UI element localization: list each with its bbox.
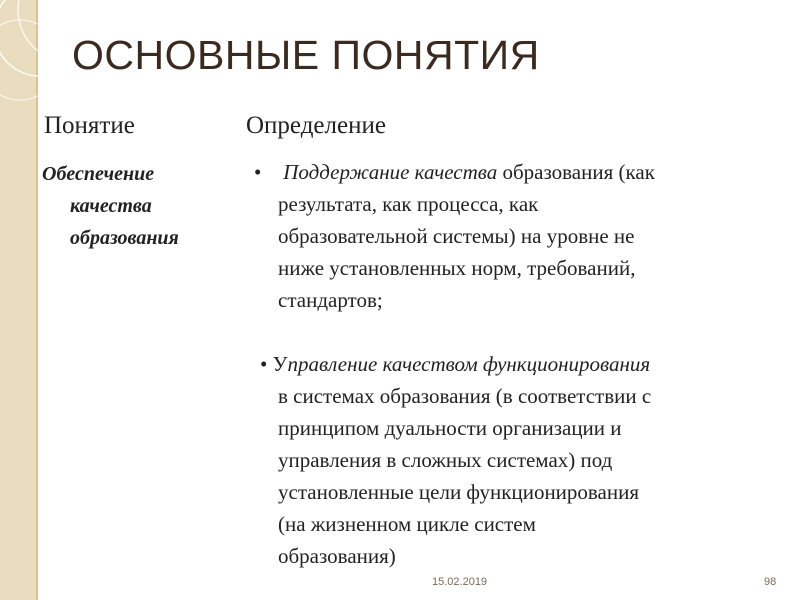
definition-emphasis: Поддержание качества (283, 160, 498, 184)
definition-line: управления в сложных системах) под (278, 448, 613, 472)
definition-line: (на жизненном цикле систем (278, 512, 536, 536)
concept-term-line: Обеспечение (42, 163, 155, 185)
concept-term-line: образования (70, 227, 179, 249)
definition-emphasis: правление качеством функционирования (287, 352, 651, 376)
concept-term-line: качества (70, 195, 152, 217)
bullet: • (254, 160, 262, 184)
definition-line: установленные цели функционирования (278, 480, 640, 504)
definition-line: стандартов; (278, 288, 383, 312)
definition-lead: У (272, 352, 288, 376)
definition-item (246, 156, 776, 316)
definition-line: образовательной системы) на уровне не (278, 224, 635, 248)
definition-item (246, 348, 776, 572)
page-number: 98 (764, 576, 777, 588)
definition-text: образования (как (497, 160, 655, 184)
slide-title: ОСНОВНЫЕ ПОНЯТИЯ (72, 32, 540, 78)
definition-column-header: Определение (246, 112, 386, 139)
definition-line: в системах образования (в соответствии с (278, 384, 652, 408)
definition-line: образования) (278, 544, 396, 568)
definition-line: принципом дуальности организации и (278, 416, 622, 440)
definition-line: ниже установленных норм, требований, (278, 256, 636, 280)
concept-term (42, 158, 179, 254)
definitions-list (246, 156, 776, 572)
bullet: • (260, 352, 268, 376)
concept-column-header: Понятие (44, 112, 135, 139)
footer-date: 15.02.2019 (432, 576, 488, 588)
definition-line (278, 156, 776, 188)
definition-line (260, 348, 776, 380)
definition-line: результата, как процесса, как (278, 192, 539, 216)
